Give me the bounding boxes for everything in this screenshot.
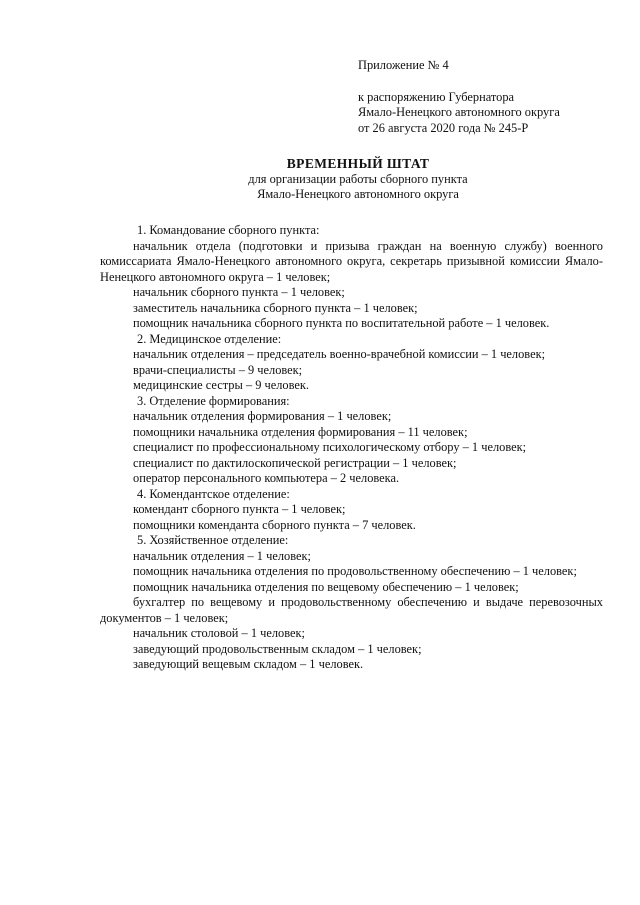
section-heading: 3. Отделение формирования: [137,393,290,408]
section-heading: 1. Командование сборного пункта: [137,223,320,237]
appendix-number: Приложение № 4 [358,58,449,72]
staff-item: специалист по дактилоскопической регистрации – 1 человек; [133,455,457,470]
staff-item: заместитель начальника сборного пункта – 1 человек; [133,300,418,315]
staff-item: комендант сборного пункта – 1 человек; [133,502,346,516]
appendix-line: Ямало-Ненецкого автономного округа [358,105,560,119]
staff-item: помощник начальника отделения по продовольственному обеспечению – 1 человек; [133,564,577,578]
section-heading: 5. Хозяйственное отделение: [137,533,289,547]
appendix-line: от 26 августа 2020 года № 245-Р [358,120,529,135]
staff-item: помощник начальника сборного пункта по воспитательной работе – 1 человек. [133,316,550,330]
staff-item: бухгалтер по вещевому и продовольственному обеспечению и выдаче перевозочных документов – 1 человек; [100,595,603,625]
appendix-line: к распоряжению Губернатора [358,89,515,104]
staff-item: помощники коменданта сборного пункта – 7 человек. [133,517,416,532]
staff-item: специалист по профессиональному психологическому отбору – 1 человек; [133,440,527,454]
staff-item: врачи-специалисты – 9 человек; [133,362,303,377]
staff-item: начальник отделения – председатель военно-врачебной комиссии – 1 человек; [133,347,546,361]
staff-item: медицинские сестры – 9 человек. [133,378,309,392]
staff-item: начальник сборного пункта – 1 человек; [133,285,345,299]
document-subtitle: Ямало-Ненецкого автономного округа [257,187,459,201]
staff-item: начальник столовой – 1 человек; [133,626,305,640]
staff-item: начальник отдела (подготовки и призыва граждан на военную службу) военного комиссариата Ямало-Ненецкого автономного округа, секретарь призывной комиссии Ямало-Ненецкого автономного округа – 1 человек; [100,238,603,284]
section-heading: 4. Комендантское отделение: [137,486,290,501]
document-subtitle: для организации работы сборного пункта [248,171,468,186]
section-heading: 2. Медицинское отделение: [137,331,282,346]
staff-item: заведующий вещевым складом – 1 человек. [133,657,364,671]
appendix-header [358,58,560,136]
staff-item: помощник начальника отделения по вещевому обеспечению – 1 человек; [133,579,519,594]
staff-item: начальник отделения формирования – 1 человек; [133,409,392,423]
staff-item: начальник отделения – 1 человек; [133,548,311,563]
document-body [100,223,603,673]
staff-item: оператор персонального компьютера – 2 человека. [133,471,400,485]
document-title: ВРЕМЕННЫЙ ШТАТ [286,156,430,171]
document-title-block [0,156,640,203]
staff-item: заведующий продовольственным складом – 1 человек; [133,641,422,656]
staff-item: помощники начальника отделения формирования – 11 человек; [133,424,468,439]
